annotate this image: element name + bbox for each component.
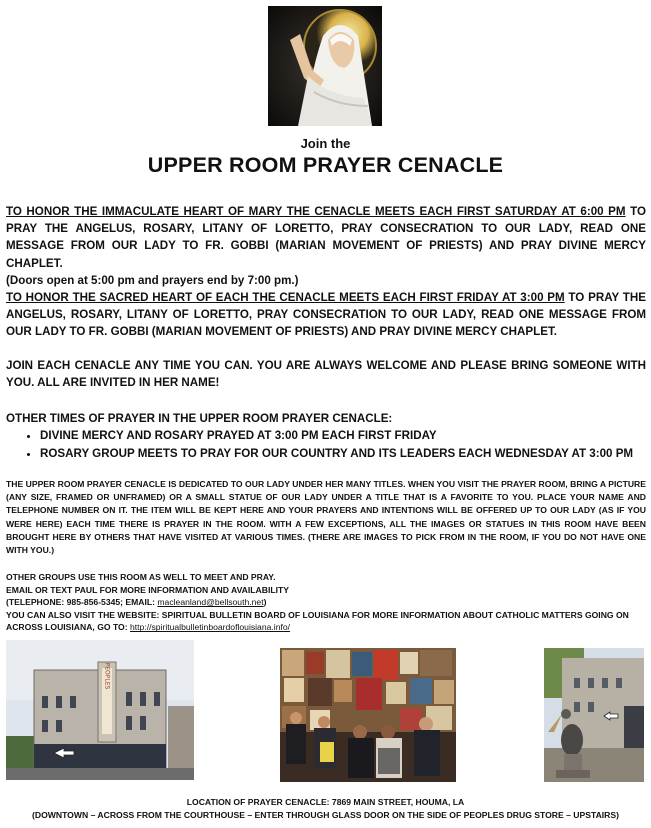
sign-text: PEOPLES <box>103 662 111 690</box>
doors-open-note: (Doors open at 5:00 pm and prayers end by 7:00 pm.) <box>6 273 299 287</box>
list-item: • ROSARY GROUP MEETS TO PRAY FOR OUR COUNTRY AND ITS LEADERS EACH WEDNESDAY AT 3:00 PM <box>40 445 646 463</box>
email-link[interactable]: macleanland@bellsouth.net <box>157 597 264 608</box>
list-item: • DIVINE MERCY AND ROSARY PRAYED AT 3:00 PM EACH FIRST FRIDAY <box>40 427 646 445</box>
contact-block <box>6 571 646 634</box>
other-times-list <box>10 427 646 462</box>
directions-line: (DOWNTOWN – ACROSS FROM THE COURTHOUSE – ENTER THROUGH GLASS DOOR ON THE SIDE OF PEOPLES DRUG STORE – UPSTAIRS) <box>32 810 619 820</box>
other-groups-line: OTHER GROUPS USE THIS ROOM AS WELL TO MEET AND PRAY. <box>6 572 276 582</box>
first-saturday-paragraph <box>6 203 646 289</box>
email-text-line: EMAIL OR TEXT PAUL FOR MORE INFORMATION AND AVAILABILITY <box>6 584 289 595</box>
building-photo <box>6 640 194 780</box>
page-title: UPPER ROOM PRAYER CENACLE <box>147 153 504 177</box>
first-saturday-text: TO PRAY THE ANGELUS, ROSARY, LITANY OF LORETTO, PRAY CONSECRATION TO OUR LADY, READ ONE MESSAGE FROM OUR LADY TO FR. GOBBI (MARIAN MOVEMENT OF PRIESTS) AND PRAY DIVINE MERCY CHAPLET. <box>6 205 646 270</box>
phone-email-line: (TELEPHONE: 985-856-5345; EMAIL: macleanland@bellsouth.net) <box>6 597 267 608</box>
first-saturday-heading: TO HONOR THE IMMACULATE HEART OF MARY THE CENACLE MEETS EACH FIRST SATURDAY AT 6:00 PM <box>6 205 626 218</box>
dedication-paragraph: THE UPPER ROOM PRAYER CENACLE IS DEDICATED TO OUR LADY UNDER HER MANY TITLES. WHEN YOU VISIT THE PRAYER ROOM, BRING A PICTURE (ANY SIZE, FRAMED OR UNFRAMED) OR A SMALL STATUE OF OUR LADY UNDER A TITLE THAT IS A FAVORITE TO YOU. PLACE YOUR NAME AND TELEPHONE NUMBER ON IT. THE ITEM WILL BE KEPT HERE AND YOUR PRAYERS AND INTENTIONS WILL BE OFFERED UP TO OUR LADY (AS IF YOU WERE HERE) EACH TIME THERE IS PRAYER IN THE ROOM. WITH A FEW EXCEPTIONS, ALL THE IMAGES OR STATUES IN THIS ROOM HAVE BEEN BROUGHT HERE BY OTHERS THAT HAVE VISITED AT VARIOUS TIMES. (THERE ARE IMAGES TO PICK FROM IN THE ROOM, IF YOU DO NOT HAVE ONE WITH YOU.) <box>6 479 646 556</box>
welcome-paragraph: JOIN EACH CENACLE ANY TIME YOU CAN. YOU ARE ALWAYS WELCOME AND PLEASE BRING SOMEONE WITH YOU. ALL ARE INVITED IN HER NAME! <box>6 359 646 390</box>
other-times-heading: OTHER TIMES OF PRAYER IN THE UPPER ROOM PRAYER CENACLE: <box>6 412 393 425</box>
prayer-room-photo <box>280 648 456 782</box>
pelican-statue-photo <box>544 648 644 782</box>
first-friday-heading: TO HONOR THE SACRED HEART OF EACH THE CENACLE MEETS EACH FIRST FRIDAY AT 3:00 PM <box>6 291 565 304</box>
praying-madonna-image <box>268 6 382 126</box>
first-friday-text: TO PRAY THE ANGELUS, ROSARY, LITANY OF LORETTO, PRAY CONSECRATION TO OUR LADY, READ ONE MESSAGE FROM OUR LADY TO FR. GOBBI (MARIAN MOVEMENT OF PRIESTS) AND PRAY DIVINE MERCY CHAPLET. <box>6 291 646 339</box>
join-label: Join the <box>300 136 351 151</box>
website-link[interactable]: http://spiritualbulletinboardoflouisiana.info/ <box>129 622 291 633</box>
website-line: YOU CAN ALSO VISIT THE WEBSITE: SPIRITUAL BULLETIN BOARD OF LOUISIANA FOR MORE INFORMATION ABOUT CATHOLIC MATTERS GOING ON ACROSS LOUISIANA, GO TO: http://spiritualbulletinboardoflouisiana.info/ <box>6 609 629 633</box>
first-friday-paragraph <box>6 289 646 341</box>
location-line: LOCATION OF PRAYER CENACLE: 7869 MAIN STREET, HOUMA, LA <box>186 797 465 807</box>
